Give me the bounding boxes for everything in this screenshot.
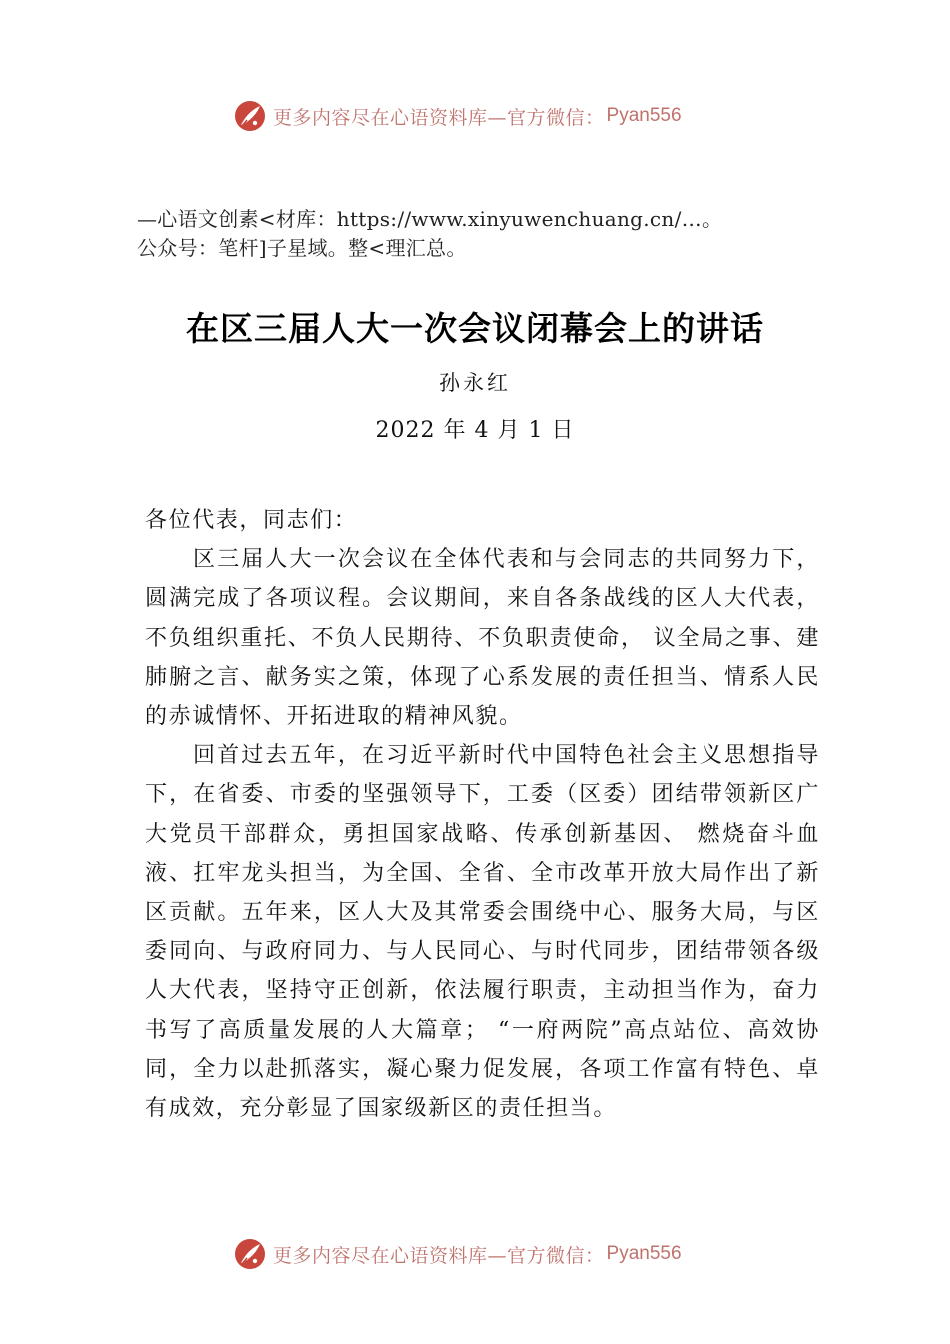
paragraph: 回首过去五年，在习近平新时代中国特色社会主义思想指导下，在省委、市委的坚强领导下，工委（区委）团结带领新区广大党员干部群众，勇担国家战略、传承创新基因、 燃烧奋斗血液、扛牢龙头担当，为全国、全省、全市改革开放大局作出了新区贡献。五年来，区人大及其常委会围绕中心、服务大局，与区委同向、与政府同力、与人民同心、与时代同步，团结带领各级人大代表，坚持守正创新，依法履行职责，主动担当作为，奋力书写了高质量发展的人大篇章； “一府两院”高点站位、高效协同，全力以赴抓落实，凝心聚力促发展，各项工作富有特色、卓有成效，充分彰显了国家级新区的责任担当。 xyxy=(145,743,820,1122)
document-date: 2022 年 4 月 1 日 xyxy=(375,418,575,443)
source-line-2: 公众号：笔杆]子星域。整<理汇总。 xyxy=(137,236,467,260)
document-author: 孙永红 xyxy=(439,371,511,395)
document-body xyxy=(145,501,820,1128)
paragraph: 区三届人大一次会议在全体代表和与会同志的共同努力下，圆满完成了各项议程。会议期间，来自各条战线的区人大代表，不负组织重托、不负人民期待、不负职责使命， 议全局之事、建肺腑之言、献务实之策，体现了心系发展的责任担当、情系人民的赤诚情怀、开拓进取的精神风貌。 xyxy=(145,547,820,730)
document-title: 在区三届人大一次会议闭幕会上的讲话 xyxy=(186,309,764,348)
quill-logo-icon xyxy=(233,99,267,133)
banner-text: 更多内容尽在心语资料库—官方微信： xyxy=(273,1244,605,1267)
quill-logo-icon xyxy=(233,1237,267,1271)
banner-wechat-id: Pyan556 xyxy=(606,105,682,126)
footer-banner xyxy=(0,1232,950,1276)
source-line-1: —心语文创素<材库：https://www.xinyuwenchuang.cn/…。 xyxy=(137,207,723,231)
salutation: 各位代表，同志们： xyxy=(145,508,358,533)
source-note xyxy=(137,205,837,263)
banner-wechat-id: Pyan556 xyxy=(606,1243,682,1264)
header-banner xyxy=(0,94,950,138)
banner-text: 更多内容尽在心语资料库—官方微信： xyxy=(273,106,605,129)
